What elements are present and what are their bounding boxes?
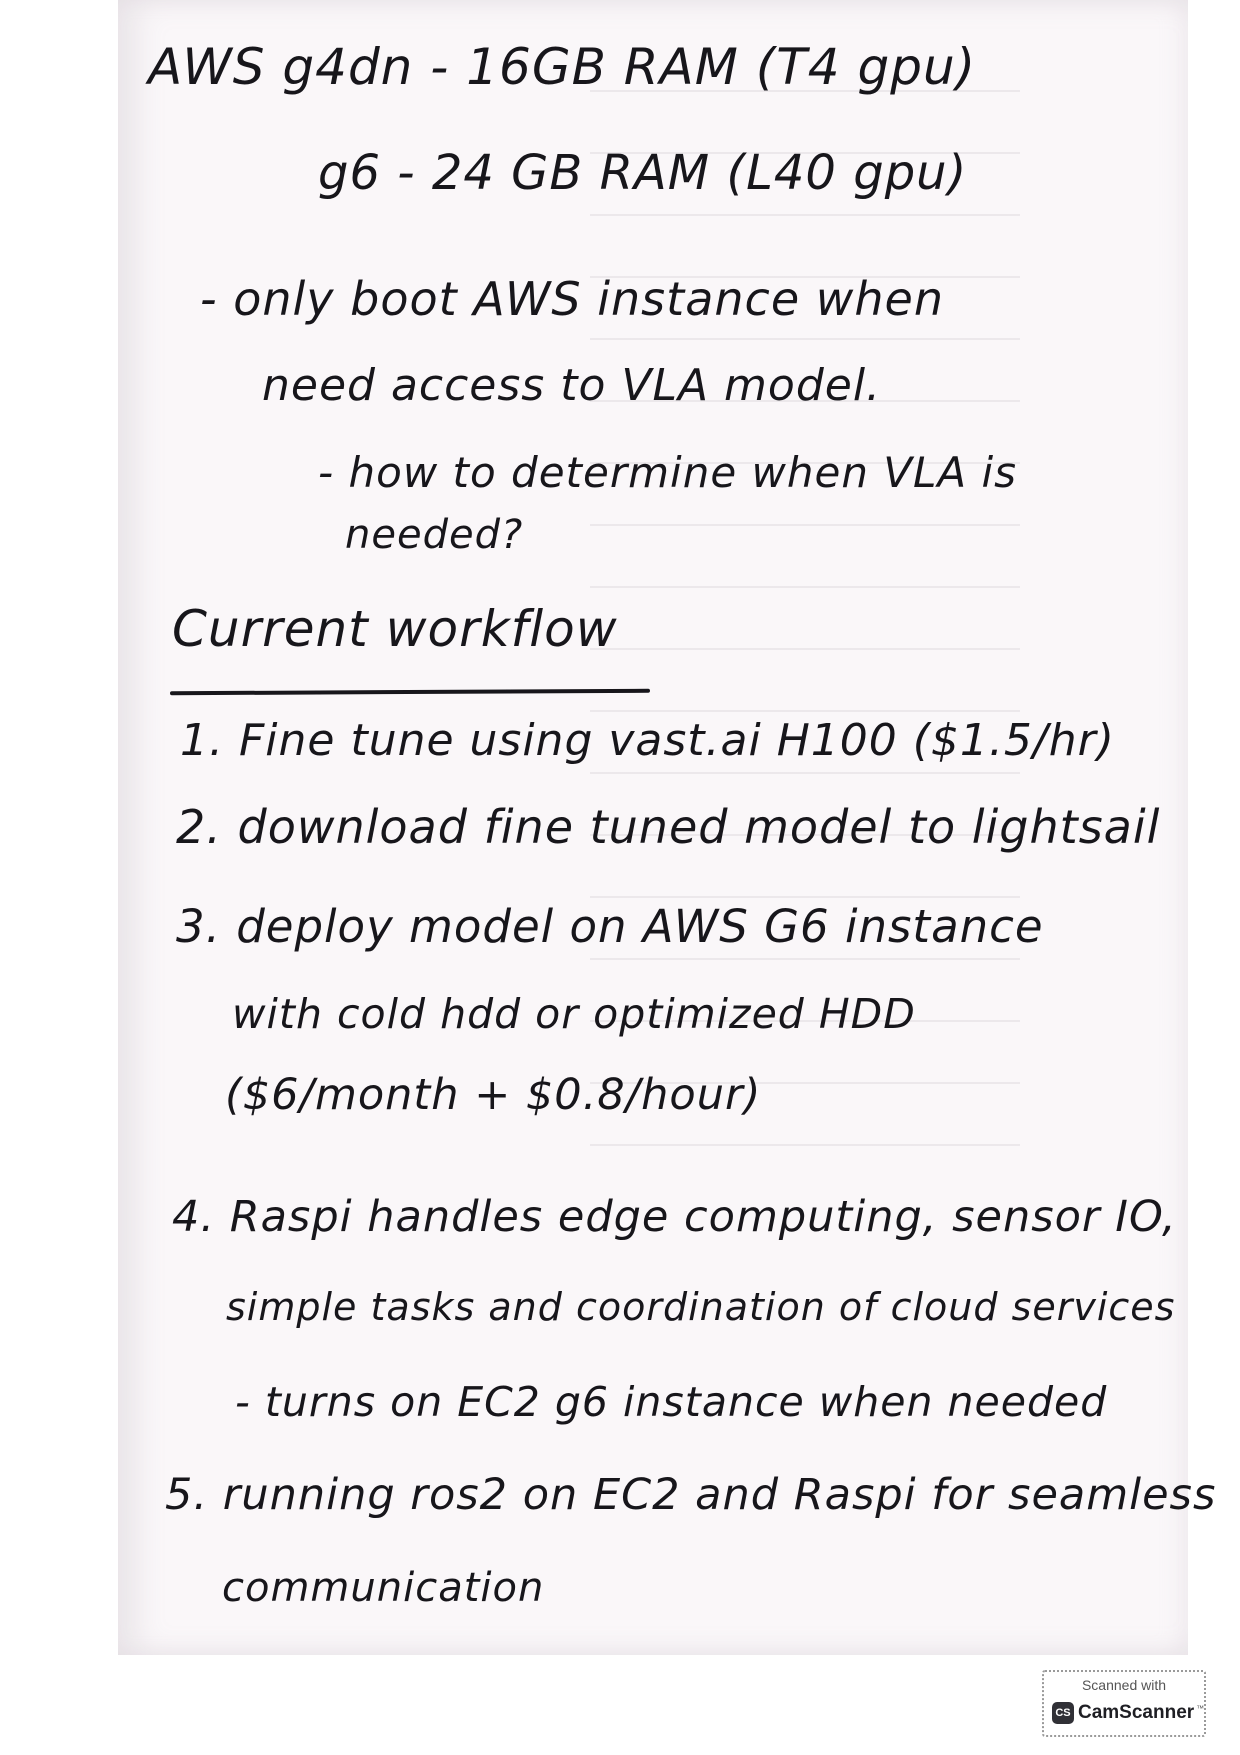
workflow-step-3: 3. deploy model on AWS G6 instance bbox=[176, 900, 1044, 953]
workflow-step-5: 5. running ros2 on EC2 and Raspi for seamless bbox=[165, 1470, 1217, 1520]
note-bullet-boot: - only boot AWS instance when bbox=[200, 272, 944, 326]
trademark-mark: ™ bbox=[1196, 1703, 1205, 1713]
note-bullet-boot-cont: need access to VLA model. bbox=[262, 360, 882, 411]
camscanner-watermark bbox=[1042, 1670, 1206, 1737]
workflow-step-3-cost: ($6/month + $0.8/hour) bbox=[225, 1070, 762, 1120]
note-line-g6: g6 - 24 GB RAM (L40 gpu) bbox=[318, 145, 968, 201]
workflow-step-3-cont: with cold hdd or optimized HDD bbox=[232, 990, 916, 1038]
workflow-step-4: 4. Raspi handles edge computing, sensor IO, bbox=[172, 1192, 1177, 1242]
camscanner-logo-icon: CS bbox=[1052, 1702, 1074, 1724]
section-heading: Current workflow bbox=[172, 600, 618, 658]
note-sub-bullet: - how to determine when VLA is bbox=[318, 448, 1018, 497]
watermark-caption: Scanned with bbox=[1081, 1677, 1167, 1693]
workflow-step-1: 1. Fine tune using vast.ai H100 ($1.5/hr) bbox=[180, 715, 1115, 766]
workflow-step-2: 2. download fine tuned model to lightsail bbox=[176, 800, 1161, 854]
note-line-g4dn: AWS g4dn - 16GB RAM (T4 gpu) bbox=[148, 38, 977, 96]
workflow-step-4-sub: - turns on EC2 g6 instance when needed bbox=[235, 1378, 1108, 1426]
watermark-brand: CamScanner bbox=[1078, 1702, 1195, 1723]
workflow-step-5-cont: communication bbox=[222, 1565, 545, 1611]
workflow-step-4-cont: simple tasks and coordination of cloud services bbox=[226, 1285, 1176, 1329]
note-sub-bullet-cont: needed? bbox=[345, 512, 524, 558]
watermark-brand-row bbox=[1052, 1702, 1204, 1724]
